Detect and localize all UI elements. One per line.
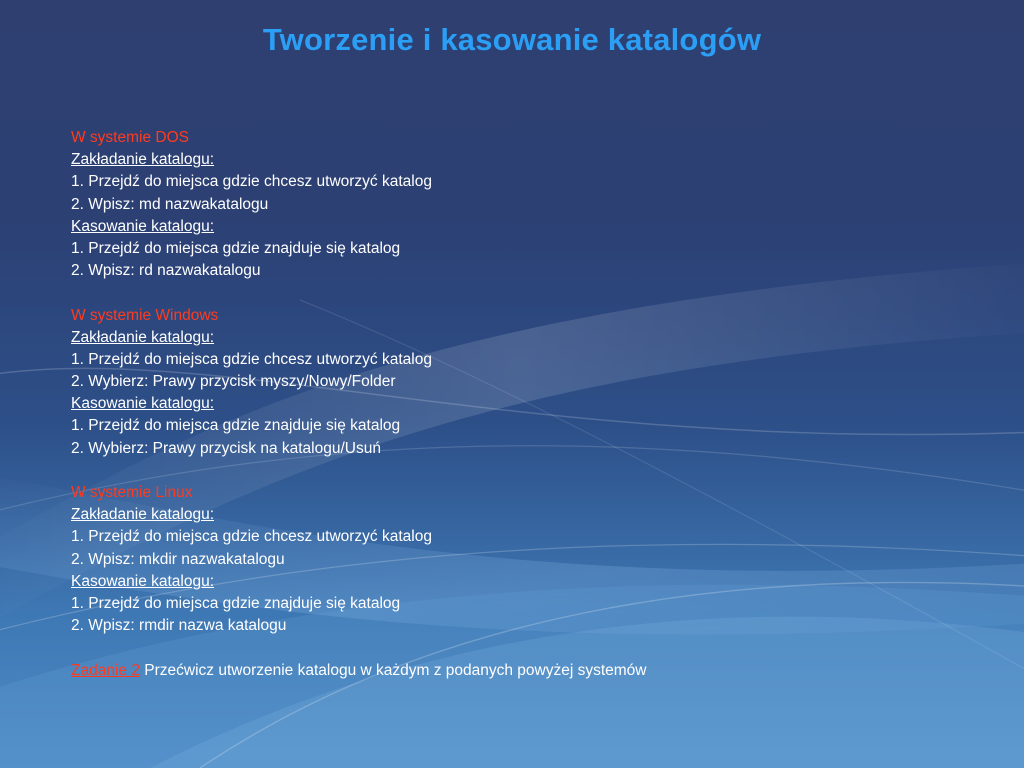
task-label: Zadanie 2	[71, 661, 140, 679]
delete-step-dos-2: 2. Wpisz: rd nazwakatalogu	[71, 262, 261, 280]
delete-step-linux-2: 2. Wpisz: rmdir nazwa katalogu	[71, 617, 287, 635]
create-label-dos: Zakładanie katalogu:	[71, 151, 215, 169]
delete-label-linux: Kasowanie katalogu:	[71, 572, 215, 590]
section-heading-windows: W systemie Windows	[71, 306, 219, 324]
create-step-linux-2: 2. Wpisz: mkdir nazwakatalogu	[71, 550, 285, 568]
delete-label-dos: Kasowanie katalogu:	[71, 217, 215, 235]
create-step-dos-1: 1. Przejdź do miejsca gdzie chcesz utworzyć katalog	[71, 173, 432, 191]
delete-step-dos-1: 1. Przejdź do miejsca gdzie znajduje się katalog	[71, 239, 401, 257]
create-step-windows-2: 2. Wybierz: Prawy przycisk myszy/Nowy/Folder	[71, 373, 396, 391]
create-step-linux-1: 1. Przejdź do miejsca gdzie chcesz utworzyć katalog	[71, 528, 432, 546]
delete-step-windows-2: 2. Wybierz: Prawy przycisk na katalogu/Usuń	[71, 439, 381, 457]
slide-title: Tworzenie i kasowanie katalogów	[262, 22, 762, 57]
delete-label-windows: Kasowanie katalogu:	[71, 395, 215, 413]
section-heading-linux: W systemie Linux	[71, 484, 193, 501]
task-line	[71, 660, 971, 682]
slide-content	[71, 127, 971, 682]
task-text: Przećwicz utworzenie katalogu w każdym z podanych powyżej systemów	[139, 661, 647, 679]
create-label-linux: Zakładanie katalogu:	[71, 506, 215, 524]
delete-step-windows-1: 1. Przejdź do miejsca gdzie znajduje się katalog	[71, 417, 401, 435]
section-heading-dos: W systemie DOS	[71, 129, 189, 146]
delete-step-linux-1: 1. Przejdź do miejsca gdzie znajduje się katalog	[71, 594, 401, 612]
create-step-dos-2: 2. Wpisz: md nazwakatalogu	[71, 195, 269, 213]
create-label-windows: Zakładanie katalogu:	[71, 328, 215, 346]
create-step-windows-1: 1. Przejdź do miejsca gdzie chcesz utworzyć katalog	[71, 350, 432, 368]
